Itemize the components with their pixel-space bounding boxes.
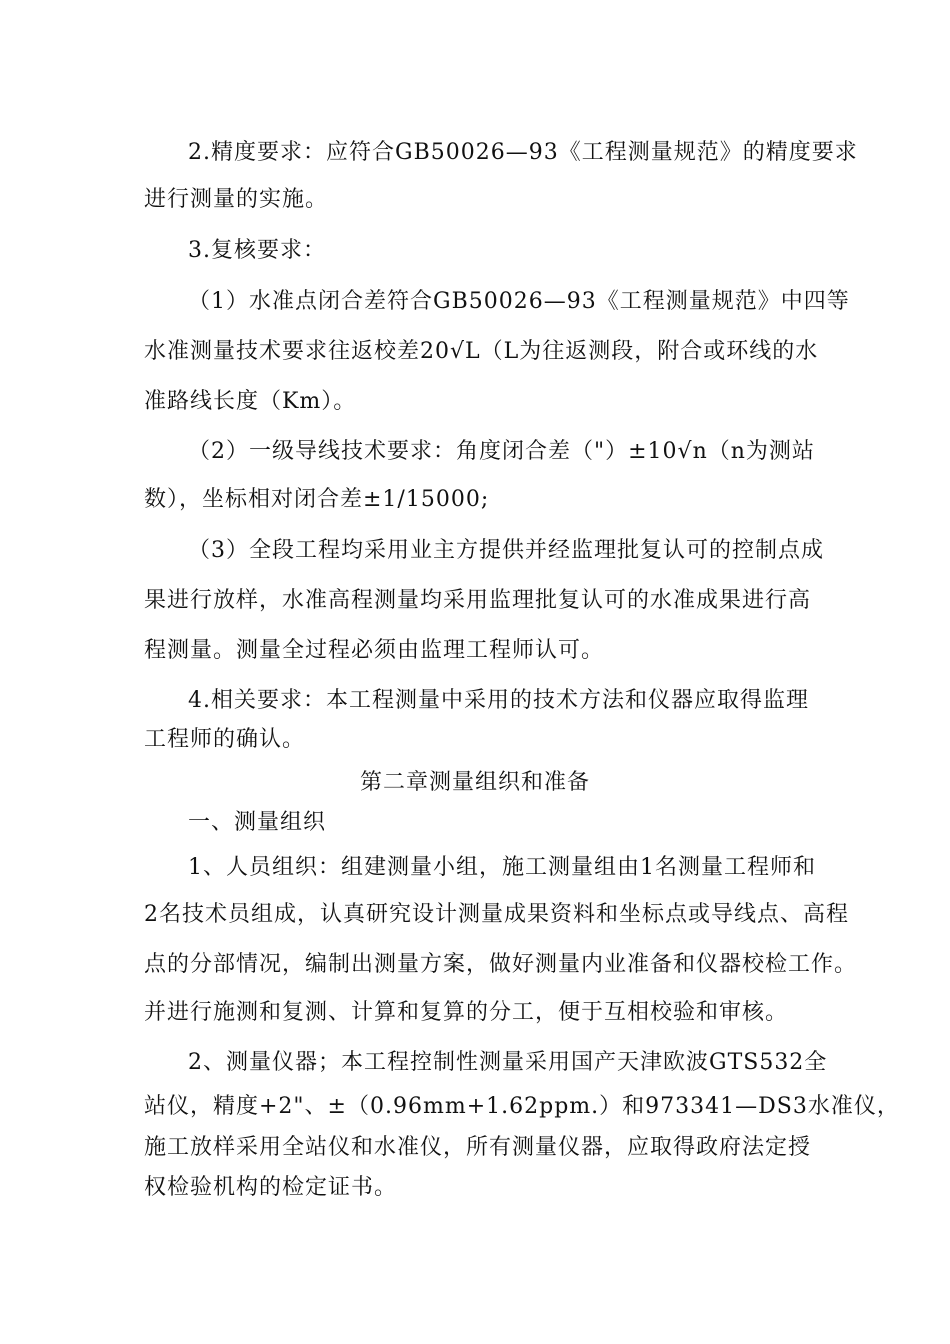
section-heading: 一、测量组织 [188,810,327,835]
paragraph-line: 站仪，精度+2"、±（0.96mm+1.62ppm.）和973341—DS3水准仪， [144,1094,900,1119]
paragraph-line: 并进行施测和复测、计算和复算的分工，便于互相校验和审核。 [144,1000,789,1025]
paragraph-line: 2名技术员组成，认真研究设计测量成果资料和坐标点或导线点、高程 [144,902,849,927]
paragraph-line: 准路线长度（Km）。 [144,389,357,414]
paragraph-line: 数），坐标相对闭合差±1/15000; [144,487,490,512]
paragraph-line: 程测量。测量全过程必须由监理工程师认可。 [144,638,605,663]
paragraph-line: 权检验机构的检定证书。 [144,1175,398,1200]
chapter-heading: 第二章测量组织和准备 [359,770,590,795]
paragraph-line: 3.复核要求： [188,238,326,263]
paragraph-line: （1）水准点闭合差符合GB50026—93《工程测量规范》中四等 [188,289,850,314]
paragraph-line: 工程师的确认。 [144,727,306,752]
paragraph-line: 1、人员组织：组建测量小组，施工测量组由1名测量工程师和 [188,855,816,880]
paragraph-line: 水准测量技术要求往返校差20√L（L为往返测段，附合或环线的水 [144,339,819,364]
paragraph-line: 点的分部情况，编制出测量方案，做好测量内业准备和仪器校检工作。 [144,952,858,977]
paragraph-line: 进行测量的实施。 [144,187,329,212]
paragraph-line: （3）全段工程均采用业主方提供并经监理批复认可的控制点成 [188,538,824,563]
paragraph-line: （2）一级导线技术要求：角度闭合差（"）±10√n（n为测站 [188,439,815,464]
paragraph-line: 果进行放样，水准高程测量均采用监理批复认可的水准成果进行高 [144,588,812,613]
paragraph-line: 2、测量仪器；本工程控制性测量采用国产天津欧波GTS532全 [188,1050,828,1075]
paragraph-line: 2.精度要求：应符合GB50026—93《工程测量规范》的精度要求 [188,140,858,165]
paragraph-line: 施工放样采用全站仪和水准仪，所有测量仪器，应取得政府法定授 [144,1135,812,1160]
paragraph-line: 4.相关要求：本工程测量中采用的技术方法和仪器应取得监理 [188,688,809,713]
